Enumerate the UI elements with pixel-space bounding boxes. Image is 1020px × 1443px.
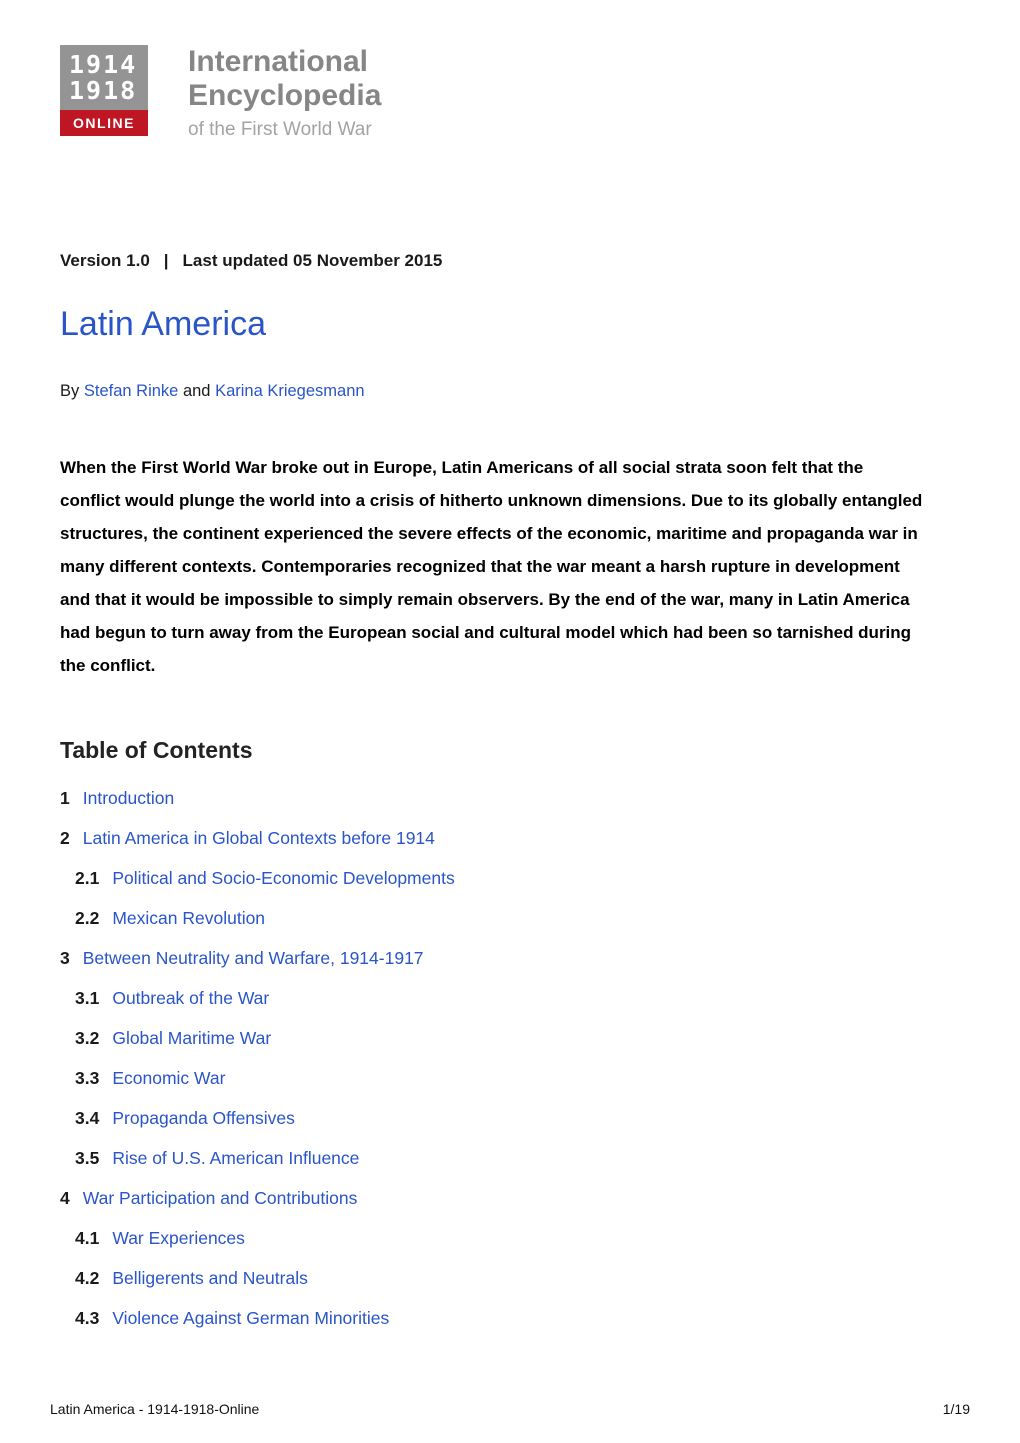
toc-number: 4 [60,1188,70,1208]
toc-heading: Table of Contents [60,737,253,763]
toc-number: 3.4 [75,1108,100,1128]
logo-subtitle: of the First World War [188,119,372,140]
toc-item [60,938,960,978]
toc-link[interactable]: Between Neutrality and Warfare, 1914-1917 [82,948,424,968]
toc-item [60,858,960,898]
toc-number: 4.3 [75,1308,100,1328]
toc-item [60,1298,960,1338]
toc-link[interactable]: Mexican Revolution [112,908,266,928]
toc-link[interactable]: War Experiences [112,1228,245,1248]
toc-link[interactable]: Violence Against German Minorities [112,1308,390,1328]
byline [60,382,960,401]
logo-years [60,45,148,110]
toc-number: 1 [60,788,70,808]
table-of-contents [60,778,960,1338]
version-label: Version 1.0 [60,251,150,270]
logo-title-line2: Encyclopedia [188,79,382,112]
logo-title [188,45,381,113]
logo-title-line1: International [188,45,369,78]
logo-year-bottom: 1918 [69,76,138,105]
toc-number: 3.1 [75,988,100,1008]
toc-item [60,978,960,1018]
toc-number: 2.2 [75,908,100,928]
site-logo[interactable] [60,45,960,141]
toc-link[interactable]: Global Maritime War [112,1028,272,1048]
toc-number: 3.5 [75,1148,100,1168]
toc-number: 3 [60,948,70,968]
toc-number: 2.1 [75,868,100,888]
logo-mark-1914-1918[interactable] [60,45,148,136]
toc-link[interactable]: Political and Socio-Economic Developments [112,868,455,888]
footer-page-number: 1/19 [942,1401,970,1417]
toc-item [60,1178,960,1218]
page-footer [0,1401,1020,1417]
version-separator: | [163,251,169,270]
toc-number: 4.1 [75,1228,100,1248]
toc-link[interactable]: Propaganda Offensives [112,1108,295,1128]
toc-number: 4.2 [75,1268,100,1288]
toc-item [60,1018,960,1058]
byline-prefix: By [60,382,80,400]
toc-item [60,1058,960,1098]
toc-link[interactable]: Latin America in Global Contexts before 1914 [82,828,435,848]
toc-link[interactable]: Outbreak of the War [112,988,270,1008]
toc-item [60,1258,960,1298]
toc-item [60,1098,960,1138]
page-title: Latin America [60,305,266,343]
toc-item [60,778,960,818]
logo-online-banner: ONLINE [60,110,148,136]
toc-link[interactable]: Rise of U.S. American Influence [112,1148,360,1168]
toc-link[interactable]: Belligerents and Neutrals [112,1268,308,1288]
toc-number: 2 [60,828,70,848]
toc-item [60,1218,960,1258]
footer-article-title: Latin America - 1914-1918-Online [50,1401,260,1417]
logo-year-top: 1914 [69,50,138,79]
version-line [60,251,960,271]
article-abstract: When the First World War broke out in Europe, Latin Americans of all social strata soon felt that the conflict would plunge the world into a crisis of hitherto unknown dimensions. Due to its globally entangled structures, the continent experienced the severe effects of the economic, maritime and propaganda war in many different contexts. Contemporaries recognized that the war meant a harsh rupture in development and that it would be impossible to simply remain observers. By the end of the war, many in Latin America had begun to turn away from the European social and cultural model which had been so tarnished during the conflict. [60,458,923,675]
byline-and: and [182,382,211,400]
last-updated-label: Last updated 05 November 2015 [182,251,443,270]
logo-wordmark [188,45,381,141]
author-link-karina-kriegesmann[interactable]: Karina Kriegesmann [215,382,365,400]
toc-item [60,818,960,858]
toc-item [60,898,960,938]
toc-number: 3.3 [75,1068,100,1088]
toc-number: 3.2 [75,1028,100,1048]
toc-link[interactable]: Introduction [82,788,175,808]
toc-link[interactable]: Economic War [112,1068,226,1088]
toc-link[interactable]: War Participation and Contributions [82,1188,358,1208]
toc-item [60,1138,960,1178]
author-link-stefan-rinke[interactable]: Stefan Rinke [83,382,179,400]
